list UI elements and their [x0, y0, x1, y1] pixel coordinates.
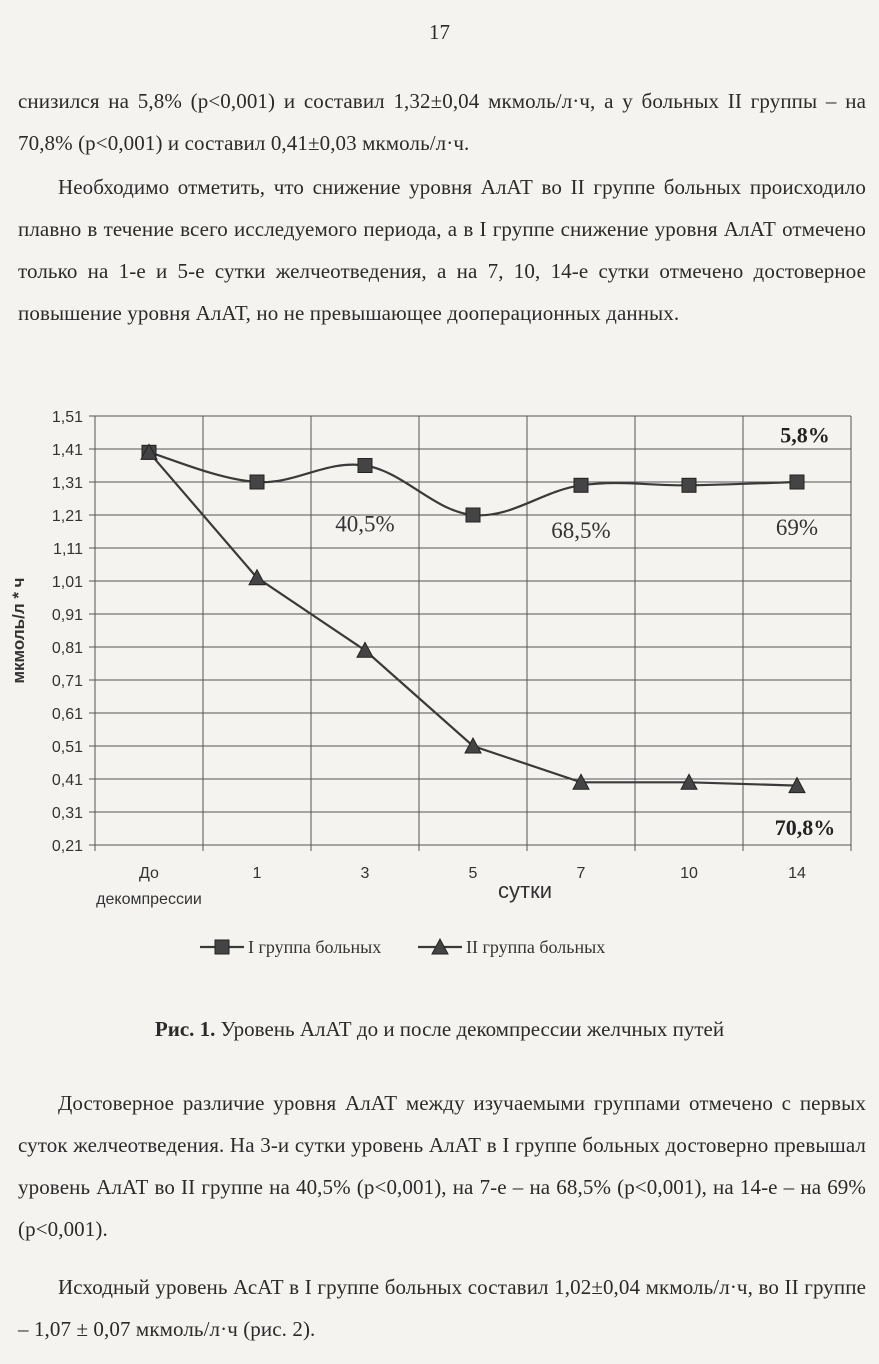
legend-label: I группа больных	[248, 937, 382, 957]
figure-caption-label: Рис. 1.	[154, 1017, 216, 1041]
figure-caption-text: Уровень АлАТ до и после декомпрессии желчных путей	[220, 1017, 725, 1041]
data-point-triangle	[357, 642, 373, 657]
y-tick-label: 0,41	[51, 772, 83, 789]
chart-annotation: 40,5%	[335, 511, 395, 537]
y-tick-label: 1,51	[51, 409, 83, 426]
y-tick-label: 0,21	[51, 838, 83, 855]
y-tick-label: 1,31	[51, 475, 83, 492]
legend-label: II группа больных	[466, 937, 606, 957]
x-tick-label: 14	[788, 865, 806, 882]
data-point-square	[682, 478, 696, 492]
series-line-group-2	[149, 452, 797, 785]
chart-annotation: 5,8%	[780, 422, 830, 448]
y-tick-label: 1,11	[53, 541, 83, 558]
chart-annotation: 70,8%	[774, 815, 836, 841]
y-tick-label: 0,31	[51, 805, 83, 822]
x-axis-label: сутки	[498, 878, 552, 903]
y-tick-label: 0,71	[51, 673, 83, 690]
paragraph-2: Необходимо отметить, что снижение уровня АлАТ во II группе больных происходило плавно в течение всего исследуемого периода, а в I группе снижение уровня АлАТ отмечено только на 1-е и 5-е сутки желчеотведения, а на 7, 10, 14-е сутки отмечено достоверное повышение уровня АлАТ, но не превышающее дооперационных данных.	[18, 175, 866, 325]
y-tick-label: 1,41	[51, 442, 83, 459]
data-point-square	[358, 459, 372, 473]
x-tick-label: 5	[468, 865, 478, 882]
x-tick-label: 7	[576, 865, 586, 882]
data-point-square	[790, 475, 804, 489]
paragraph-4: Исходный уровень АсАТ в I группе больных составил 1,02±0,04 мкмоль/л·ч, во II группе – 1,07 ± 0,07 мкмоль/л·ч (рис. 2).	[18, 1275, 866, 1341]
y-tick-label: 0,81	[51, 640, 83, 657]
legend-marker-square	[215, 940, 229, 954]
x-tick-label: 3	[360, 865, 370, 882]
figure-caption	[0, 1017, 879, 1042]
x-tick-label: До	[139, 865, 159, 882]
chart-annotation: 68,5%	[551, 518, 611, 544]
x-tick-label: 1	[252, 865, 262, 882]
y-tick-label: 0,61	[51, 706, 83, 723]
x-tick-label: декомпрессии	[96, 891, 202, 908]
alat-line-chart	[0, 395, 879, 995]
data-point-square	[250, 475, 264, 489]
series-line-group-1	[149, 452, 797, 515]
paragraph-1: снизился на 5,8% (р<0,001) и составил 1,32±0,04 мкмоль/л·ч, а у больных II группы – на 70,8% (р<0,001) и составил 0,41±0,03 мкмоль/л·ч.	[18, 89, 866, 155]
chart-annotation: 69%	[775, 514, 819, 540]
page-number: 17	[429, 20, 450, 44]
data-point-square	[466, 508, 480, 522]
y-axis-label: мкмоль/л * ч	[9, 577, 28, 684]
x-tick-label: 10	[680, 865, 698, 882]
y-tick-label: 0,91	[51, 607, 83, 624]
y-tick-label: 1,01	[51, 574, 83, 591]
data-point-square	[574, 478, 588, 492]
y-tick-label: 1,21	[51, 508, 83, 525]
y-tick-label: 0,51	[51, 739, 83, 756]
paragraph-3: Достоверное различие уровня АлАТ между изучаемыми группами отмечено с первых суток желчеотведения. На 3-и сутки уровень АлАТ в I группе больных достоверно превышал уровень АлАТ во II группе на 40,5% (р<0,001), на 7-е – на 68,5% (р<0,001), на 14-е – на 69% (р<0,001).	[18, 1091, 866, 1241]
